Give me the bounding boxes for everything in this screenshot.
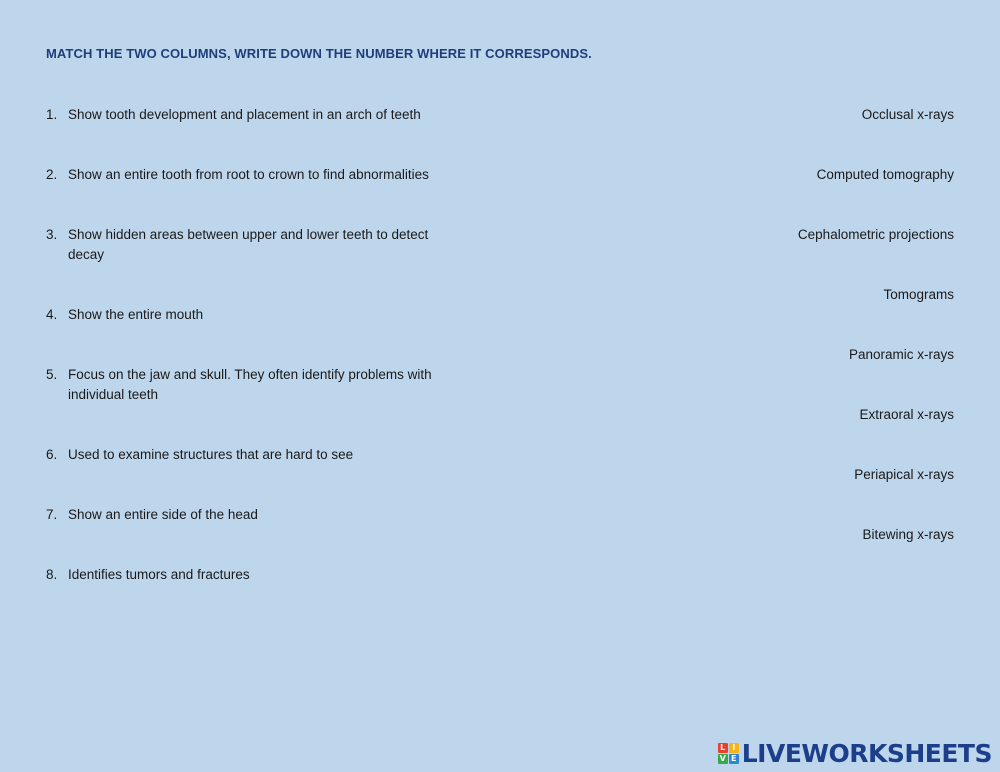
- item-text: Show the entire mouth: [68, 307, 204, 322]
- list-item-6: [46, 445, 466, 465]
- list-item-2: [46, 165, 466, 185]
- item-text: Identifies tumors and fractures: [68, 567, 250, 582]
- option-cephalometric: Cephalometric projections: [797, 227, 954, 242]
- item-text: Show tooth development and placement in an arch of teeth: [68, 107, 421, 122]
- option-extraoral: Extraoral x-rays: [859, 407, 954, 422]
- item-text: Show an entire tooth from root to crown to find abnormalities: [68, 167, 429, 182]
- option-periapical: Periapical x-rays: [854, 467, 954, 482]
- option-bitewing: Bitewing x-rays: [862, 527, 954, 542]
- item-number: 2.: [46, 167, 58, 182]
- item-text: Show hidden areas between upper and lower teeth to detect decay: [68, 227, 429, 262]
- option-computed-tomography: Computed tomography: [816, 167, 954, 182]
- item-text: Used to examine structures that are hard to see: [68, 447, 354, 462]
- item-number: 6.: [46, 447, 58, 462]
- item-number: 4.: [46, 307, 58, 322]
- list-item-7: [46, 505, 466, 525]
- list-item-5: [46, 365, 466, 405]
- option-panoramic: Panoramic x-rays: [848, 347, 954, 362]
- item-number: 7.: [46, 507, 58, 522]
- list-item-1: [46, 105, 466, 125]
- item-number: 3.: [46, 227, 58, 242]
- item-number: 8.: [46, 567, 58, 582]
- item-text: Show an entire side of the head: [68, 507, 258, 522]
- badge-letter: I: [729, 743, 739, 753]
- liveworksheets-logo: [718, 738, 992, 768]
- list-item-4: [46, 305, 466, 325]
- list-item-3: [46, 225, 466, 265]
- item-text: Focus on the jaw and skull. They often identify problems with individual teeth: [68, 367, 432, 402]
- badge-letter: L: [718, 743, 728, 753]
- badge-letter: V: [719, 754, 726, 763]
- item-number: 1.: [46, 107, 58, 122]
- option-occlusal: Occlusal x-rays: [861, 107, 954, 122]
- item-number: 5.: [46, 367, 58, 382]
- badge-letter: E: [729, 754, 739, 764]
- logo-wordmark: LIVEWORKSHEETS: [741, 738, 992, 768]
- live-badge-icon: [718, 743, 739, 764]
- option-tomograms: Tomograms: [883, 287, 954, 302]
- instruction-heading: MATCH THE TWO COLUMNS, WRITE DOWN THE NUMBER WHERE IT CORRESPONDS.: [46, 46, 592, 61]
- list-item-8: [46, 565, 466, 585]
